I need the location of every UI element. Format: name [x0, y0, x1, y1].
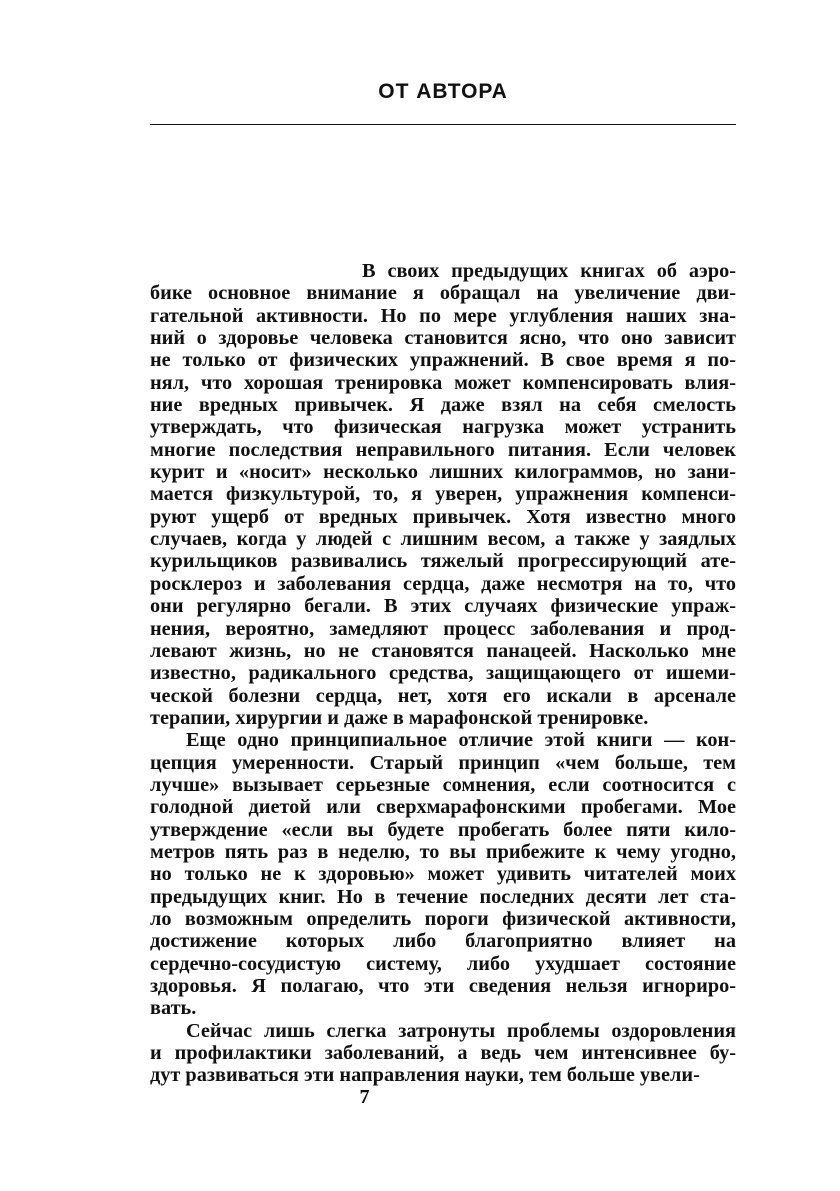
text-line: курит и «носит» несколько лишних килограммов, но зани- [150, 461, 736, 484]
text-line: Еще одно принципиальное отличие этой книги — кон- [186, 729, 736, 752]
text-line: Сейчас лишь слегка затронуты проблемы оздоровления [186, 1019, 736, 1042]
text-line: утверждать, что физическая нагрузка может устранить [150, 416, 736, 439]
text-line: росклероз и заболевания сердца, даже несмотря на то, что [150, 572, 736, 595]
text-line: ческой болезни сердца, нет, хотя его искали в арсенале [150, 684, 736, 707]
text-line: случаев, когда у людей с лишним весом, а также у заядлых [150, 528, 736, 551]
text-line: нения, вероятно, замедляют процесс заболевания и прод- [150, 617, 736, 640]
text-line: левают жизнь, но не становятся панацеей. Насколько мне [150, 639, 736, 662]
paragraph [150, 729, 736, 1019]
text-line: утверждение «если вы будете пробегать более пяти кило- [150, 818, 736, 841]
text-line: многие последствия неправильного питания. Если человек [150, 438, 736, 461]
heading-rule [150, 124, 736, 125]
text-line: лучше» вызывает серьезные сомнения, если соотносится с [150, 773, 736, 796]
text-line: не только от физических упражнений. В свое время я по- [150, 349, 736, 372]
body-text [150, 260, 736, 1087]
text-line: ний о здоровье человека становится ясно, что оно зависит [150, 327, 736, 350]
text-line: вать. [150, 997, 197, 1020]
text-line: нял, что хорошая тренировка может компенсировать влия- [150, 371, 736, 394]
paragraph [150, 260, 736, 729]
text-line: цепция умеренности. Старый принцип «чем больше, тем [150, 751, 736, 774]
text-line: достижение которых либо благоприятно влияет на [150, 930, 736, 953]
text-line: ло возможным определить пороги физической активности, [150, 907, 736, 930]
text-line: они регулярно бегали. В этих случаях физические упраж- [150, 595, 736, 618]
text-line: сердечно-сосудистую систему, либо ухудшает состояние [150, 952, 736, 975]
text-line: дут развиваться эти направления науки, тем больше увели- [150, 1064, 700, 1087]
text-line: голодной диетой или сверхмарафонскими пробегами. Мое [150, 796, 736, 819]
text-line: но только не к здоровью» может удивить читателей моих [150, 863, 736, 886]
page-heading: ОТ АВТОРА [378, 80, 508, 103]
text-line: известно, радикального средства, защищающего от ишеми- [150, 662, 736, 685]
text-line: ние вредных привычек. Я даже взял на себя смелость [150, 394, 736, 417]
text-line: терапии, хирургии и даже в марафонской тренировке. [150, 706, 649, 729]
text-line: и профилактики заболеваний, а ведь чем интенсивнее бу- [150, 1042, 736, 1065]
text-line: руют ущерб от вредных привычек. Хотя известно много [150, 505, 736, 528]
text-line: мается физкультурой, то, я уверен, упражнения компенси- [150, 483, 736, 506]
page-number: 7 [359, 1086, 370, 1108]
text-line: бике основное внимание я обращал на увеличение дви- [150, 282, 736, 305]
text-line: метров пять раз в неделю, то вы прибежите к чему угодно, [150, 840, 736, 863]
text-line: В своих предыдущих книгах об аэро- [362, 260, 736, 282]
text-line: гательной активности. Но по мере углубления наших зна- [150, 304, 736, 327]
text-line: предыдущих книг. Но в течение последних десяти лет ста- [150, 885, 736, 908]
text-line: курильщиков развивались тяжелый прогрессирующий ате- [150, 550, 736, 573]
text-line: здоровья. Я полагаю, что эти сведения нельзя игнориро- [150, 975, 736, 997]
paragraph [150, 1020, 736, 1087]
